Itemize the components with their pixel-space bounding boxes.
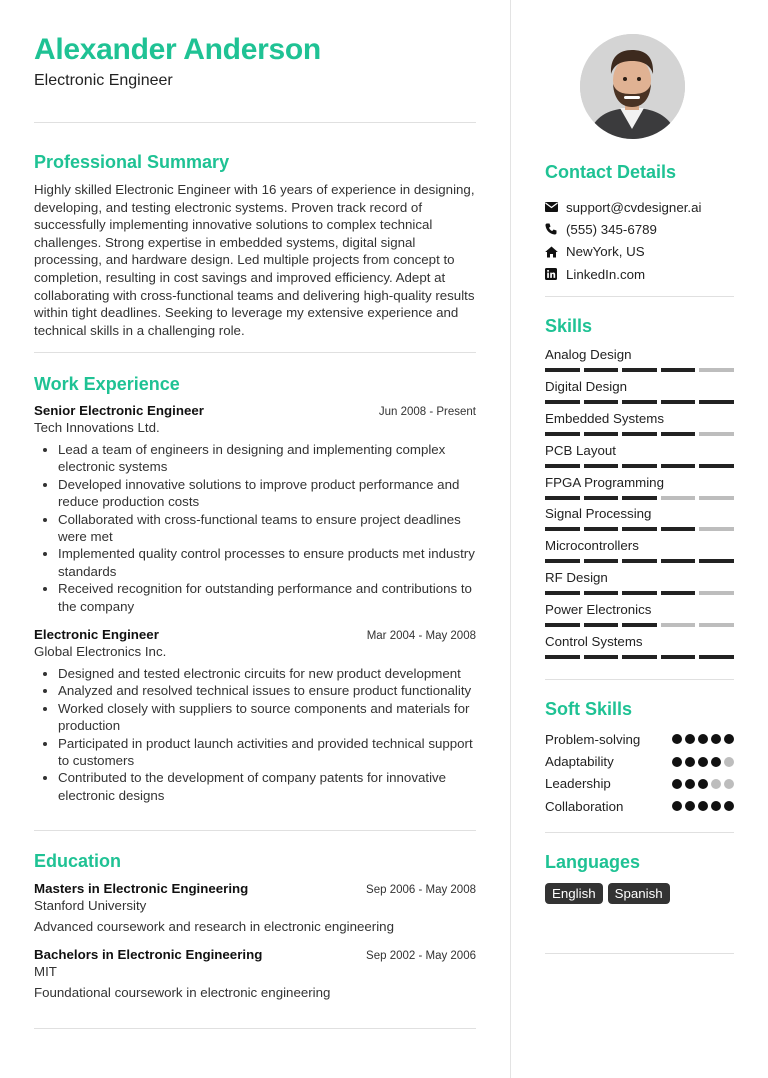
skill-item [545, 569, 734, 601]
skill-level-bar [545, 655, 734, 659]
skill-level-segment [622, 368, 657, 372]
rating-dot [711, 801, 721, 811]
skill-level-segment [699, 368, 734, 372]
bullet-item: • Designed and tested electronic circuits for new product development [58, 665, 476, 682]
skills-heading: Skills [545, 316, 593, 336]
skill-level-bar [545, 559, 734, 563]
rating-dot [685, 734, 695, 744]
soft-skill-rating [672, 779, 734, 789]
skill-level-bar [545, 527, 734, 531]
skill-level-segment [622, 496, 657, 500]
job-entry [34, 403, 476, 615]
rating-dot [724, 734, 734, 744]
languages-list [545, 883, 670, 904]
rating-dot [685, 801, 695, 811]
skill-level-segment [622, 591, 657, 595]
skill-level-segment [699, 432, 734, 436]
contact-email: support@cvdesigner.ai [566, 199, 702, 215]
school-name: MIT [34, 964, 57, 979]
skill-level-segment [661, 623, 696, 627]
skill-item [545, 410, 734, 442]
skill-level-segment [545, 559, 580, 563]
skill-level-segment [622, 655, 657, 659]
contact-list [545, 196, 734, 285]
divider [34, 352, 476, 353]
skill-level-segment [661, 496, 696, 500]
degree-title: Masters in Electronic Engineering [34, 881, 249, 896]
soft-skills-heading: Soft Skills [545, 699, 633, 719]
skill-level-segment [584, 559, 619, 563]
skill-name: Microcontrollers [545, 538, 639, 554]
divider [545, 953, 734, 954]
experience-heading: Work Experience [34, 374, 180, 394]
skill-level-segment [584, 400, 619, 404]
divider [545, 679, 734, 680]
skill-level-segment [545, 527, 580, 531]
phone-icon [545, 223, 566, 235]
skill-level-segment [622, 527, 657, 531]
skill-item [545, 474, 734, 506]
skill-level-segment [699, 464, 734, 468]
education-entry [34, 881, 476, 934]
skill-level-segment [661, 368, 696, 372]
rating-dot [672, 734, 682, 744]
skill-level-segment [584, 464, 619, 468]
skill-level-bar [545, 432, 734, 436]
rating-dot [711, 757, 721, 767]
education-desc: Foundational coursework in electronic engineering [34, 985, 331, 1000]
job-entry [34, 627, 476, 804]
contact-location: NewYork, US [566, 244, 645, 260]
skill-level-segment [584, 368, 619, 372]
skill-name: PCB Layout [545, 442, 616, 458]
bullet-item: • Developed innovative solutions to improve product performance and reduce production costs [58, 476, 476, 511]
rating-dot [724, 757, 734, 767]
skill-level-bar [545, 400, 734, 404]
rating-dot [698, 734, 708, 744]
skill-name: RF Design [545, 570, 608, 586]
skill-level-segment [584, 591, 619, 595]
rating-dot [724, 801, 734, 811]
column-divider [510, 0, 511, 1078]
contact-item-linkedin[interactable] [545, 263, 734, 285]
contact-phone: (555) 345-6789 [566, 221, 657, 237]
job-company: Tech Innovations Ltd. [34, 420, 160, 435]
skill-name: FPGA Programming [545, 474, 664, 490]
divider [545, 296, 734, 297]
skill-level-segment [699, 655, 734, 659]
rating-dot [698, 779, 708, 789]
skill-level-segment [699, 559, 734, 563]
soft-skill-name: Collaboration [545, 798, 624, 814]
skill-level-segment [661, 527, 696, 531]
skill-level-segment [699, 527, 734, 531]
rating-dot [685, 779, 695, 789]
skill-level-segment [545, 464, 580, 468]
divider [545, 832, 734, 833]
skill-level-segment [545, 655, 580, 659]
rating-dot [672, 779, 682, 789]
bullet-item: • Contributed to the development of company patents for innovative electronic designs [58, 769, 476, 804]
divider [34, 122, 476, 123]
skill-level-segment [661, 591, 696, 595]
skill-item [545, 442, 734, 474]
skills-list [545, 346, 734, 665]
soft-skill-item [545, 795, 734, 817]
skill-level-bar [545, 496, 734, 500]
contact-linkedin: LinkedIn.com [566, 266, 646, 282]
skill-level-segment [545, 432, 580, 436]
skill-level-segment [661, 655, 696, 659]
skill-level-bar [545, 591, 734, 595]
bullet-item: • Worked closely with suppliers to source components and materials for production [58, 700, 476, 735]
language-tag: Spanish [608, 883, 670, 904]
skill-level-segment [661, 400, 696, 404]
rating-dot [672, 757, 682, 767]
job-bullets [34, 665, 476, 804]
skill-level-segment [545, 591, 580, 595]
soft-skill-rating [672, 801, 734, 811]
job-company: Global Electronics Inc. [34, 644, 167, 659]
skill-level-segment [699, 400, 734, 404]
contact-item-email[interactable] [545, 196, 734, 218]
skill-level-segment [622, 432, 657, 436]
skill-level-bar [545, 368, 734, 372]
skill-level-segment [699, 591, 734, 595]
soft-skill-rating [672, 757, 734, 767]
soft-skill-item [545, 773, 734, 795]
contact-item-location [545, 241, 734, 263]
summary-text: Highly skilled Electronic Engineer with 16 years of experience in designing, developing, and testing electronic systems. Proven track record of successfully implementing innovative solutions to complex technical challenges. Strong expertise in embedded systems, digital signal processing, and hardware design. Led multiple projects from concept to completion, resulting in cost savings and improved efficiency. Adept at collaborating with cross-functional teams and delivering high-quality results within tight deadlines. Seeking to leverage my extensive experience and technical skills in a challenging role. [34, 182, 475, 338]
rating-dot [698, 801, 708, 811]
candidate-title: Electronic Engineer [34, 72, 173, 89]
skill-level-segment [545, 368, 580, 372]
skill-level-segment [622, 464, 657, 468]
education-date: Sep 2006 - May 2008 [366, 884, 476, 896]
skill-level-bar [545, 464, 734, 468]
soft-skill-rating [672, 734, 734, 744]
candidate-name: Alexander Anderson [34, 33, 321, 66]
soft-skill-item [545, 728, 734, 750]
education-desc: Advanced coursework and research in electronic engineering [34, 919, 394, 934]
skill-level-segment [584, 496, 619, 500]
skill-item [545, 537, 734, 569]
rating-dot [672, 801, 682, 811]
skill-name: Analog Design [545, 347, 632, 362]
rating-dot [685, 757, 695, 767]
soft-skill-name: Problem-solving [545, 731, 641, 747]
skill-name: Digital Design [545, 378, 628, 394]
contact-heading: Contact Details [545, 162, 677, 182]
soft-skill-item [545, 750, 734, 772]
school-name: Stanford University [34, 898, 147, 913]
skill-level-segment [584, 432, 619, 436]
skill-level-segment [661, 464, 696, 468]
divider [34, 830, 476, 831]
bullet-item: • Received recognition for outstanding performance and contributions to the company [58, 580, 476, 615]
skill-item [545, 601, 734, 633]
skill-level-segment [584, 655, 619, 659]
skill-level-segment [584, 527, 619, 531]
bullet-item: • Implemented quality control processes to ensure products met industry standards [58, 545, 476, 580]
education-date: Sep 2002 - May 2006 [366, 950, 476, 962]
skill-item [545, 346, 734, 378]
education-heading: Education [34, 851, 122, 871]
skill-level-bar [545, 623, 734, 627]
skill-level-segment [699, 623, 734, 627]
skill-level-segment [584, 623, 619, 627]
skill-level-segment [545, 623, 580, 627]
skill-level-segment [545, 496, 580, 500]
rating-dot [711, 779, 721, 789]
skill-name: Embedded Systems [545, 410, 664, 426]
divider [34, 1028, 476, 1029]
linkedin-icon [545, 268, 566, 280]
skill-level-segment [661, 559, 696, 563]
skill-level-segment [545, 400, 580, 404]
rating-dot [711, 734, 721, 744]
job-date: Mar 2004 - May 2008 [366, 630, 476, 642]
skill-level-segment [622, 623, 657, 627]
skill-item [545, 633, 734, 665]
skill-item [545, 378, 734, 410]
bullet-item: • Lead a team of engineers in designing and implementing complex electronic systems [58, 441, 476, 476]
job-title: Senior Electronic Engineer [34, 403, 204, 418]
rating-dot [698, 757, 708, 767]
education-entry [34, 947, 476, 1000]
soft-skill-name: Adaptability [545, 754, 614, 770]
profile-photo [580, 34, 685, 139]
skill-level-segment [699, 496, 734, 500]
soft-skill-name: Leadership [545, 776, 611, 792]
bullet-item: • Participated in product launch activities and provided technical support to customers [58, 735, 476, 770]
summary-heading: Professional Summary [34, 152, 230, 172]
job-date: Jun 2008 - Present [378, 406, 476, 418]
skill-name: Signal Processing [545, 506, 652, 522]
languages-heading: Languages [545, 852, 641, 872]
job-bullets [34, 441, 476, 615]
contact-item-phone[interactable] [545, 218, 734, 240]
skill-level-segment [622, 559, 657, 563]
bullet-item: • Analyzed and resolved technical issues to ensure product functionality [58, 682, 476, 699]
language-tag: English [545, 883, 603, 904]
skill-level-segment [661, 432, 696, 436]
skill-name: Control Systems [545, 634, 643, 650]
envelope-icon [545, 202, 566, 212]
home-icon [545, 246, 566, 258]
rating-dot [724, 779, 734, 789]
skill-name: Power Electronics [545, 602, 652, 618]
job-title: Electronic Engineer [34, 627, 159, 642]
skill-item [545, 505, 734, 537]
degree-title: Bachelors in Electronic Engineering [34, 947, 263, 962]
bullet-item: • Collaborated with cross-functional teams to ensure project deadlines were met [58, 511, 476, 546]
soft-skills-list [545, 728, 734, 818]
skill-level-segment [622, 400, 657, 404]
